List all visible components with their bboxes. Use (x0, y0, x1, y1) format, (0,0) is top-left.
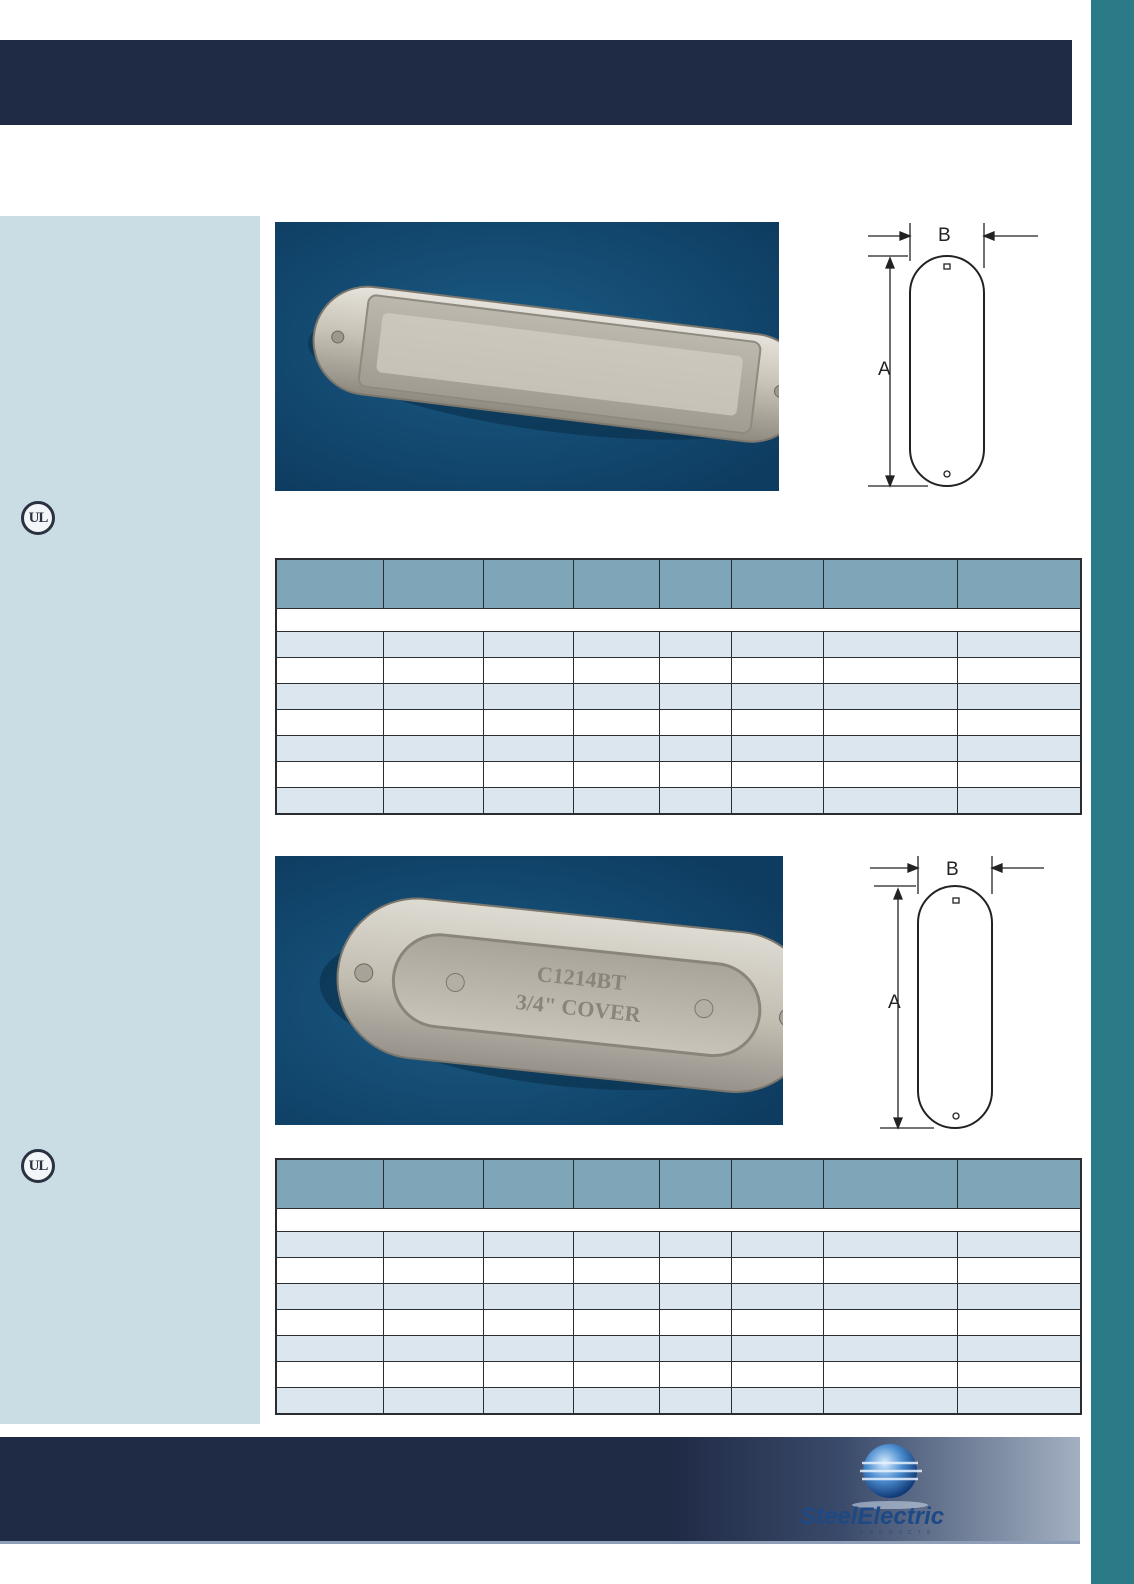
blank-cover-plate-image (275, 222, 779, 491)
table-row (276, 1258, 1081, 1284)
dimension-drawing (870, 848, 1056, 1138)
table-row (276, 762, 1081, 788)
table-row (276, 710, 1081, 736)
table-row (276, 684, 1081, 710)
table-section-row (276, 609, 1081, 632)
stamp-part-number: C1214BT (535, 961, 628, 996)
table-row (276, 1388, 1081, 1415)
table-row (276, 1284, 1081, 1310)
dimension-a-label: A (888, 992, 901, 1013)
ul-listed-icon: UL (21, 501, 55, 535)
footer-rule (0, 1541, 1080, 1544)
spec-table-2 (275, 1158, 1082, 1415)
spec-table-1 (275, 558, 1082, 815)
dimension-drawing (868, 213, 1054, 533)
product-photo-2 (275, 856, 783, 1125)
stamped-cover-plate-image (275, 856, 783, 1125)
table-row (276, 1310, 1081, 1336)
footer-banner (0, 1437, 1080, 1541)
brand-name: SteelElectric (800, 1503, 945, 1530)
stamp-size-text: 3/4" COVER (514, 989, 642, 1027)
brand-subtext: PRODUCTS (860, 1530, 937, 1536)
dimension-b-label: B (946, 859, 959, 880)
dimension-diagram-1 (868, 213, 1054, 533)
dimension-b-label: B (938, 225, 951, 246)
table-row (276, 736, 1081, 762)
product-photo-1 (275, 222, 779, 491)
table-row (276, 1336, 1081, 1362)
dimension-a-label: A (878, 359, 891, 380)
table-header-row (276, 1159, 1081, 1209)
table-row (276, 632, 1081, 658)
table-row (276, 788, 1081, 815)
side-color-strip (1091, 0, 1134, 1584)
top-banner (0, 40, 1072, 125)
table-header-row (276, 559, 1081, 609)
table-row (276, 1362, 1081, 1388)
dimension-diagram-2 (870, 848, 1056, 1138)
left-info-panel (0, 216, 260, 1424)
table-section-row (276, 1209, 1081, 1232)
ul-listed-icon: UL (21, 1149, 55, 1183)
table-row (276, 658, 1081, 684)
table-row (276, 1232, 1081, 1258)
